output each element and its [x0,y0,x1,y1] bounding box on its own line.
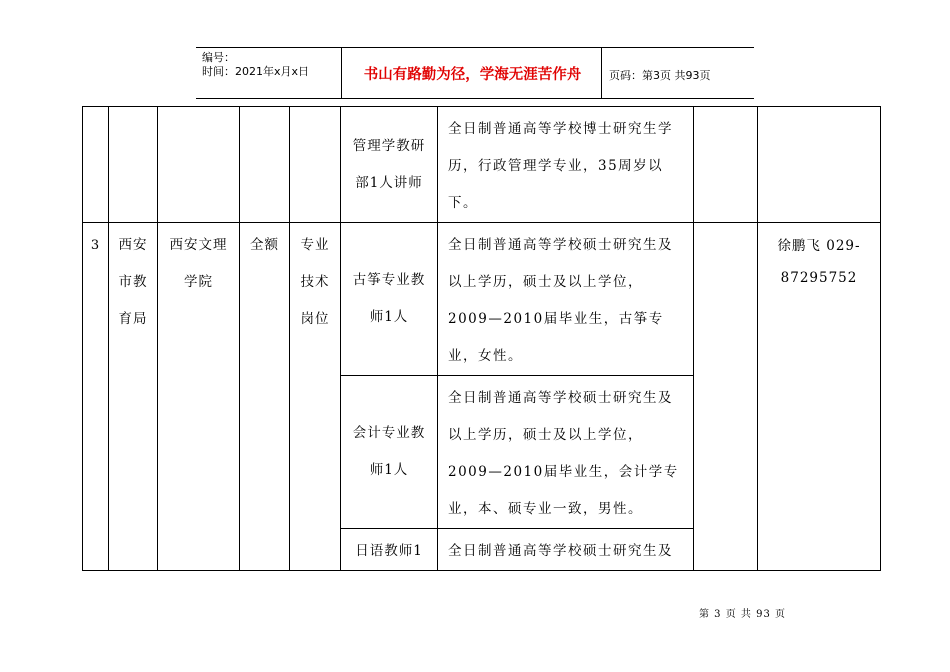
table-cell [158,107,240,223]
requirement-cell: 全日制普通高等学校硕士研究生及以上学历，硕士及以上学位，2009—2010届毕业生，会计学专业，本、硕专业一致，男性。 [438,376,694,529]
requirement-cell: 全日制普通高等学校硕士研究生及 [438,529,694,571]
page-footer: 第 3 页 共 93 页 [699,609,786,620]
document-header [196,47,754,99]
requirement-cell: 全日制普通高等学校硕士研究生及以上学历，硕士及以上学位，2009—2010届毕业生，古筝专业，女性。 [438,223,694,376]
header-info [202,51,309,79]
header-motto: 书山有路勤为径，学海无涯苦作舟 [363,66,582,83]
header-page-number: 页码：第3页 共93页 [609,69,711,82]
table-cell [109,107,158,223]
table-cell [694,107,758,223]
time-label: 时间：2021年x月x日 [202,65,310,78]
position-cell: 会计专业教师1人 [341,376,438,529]
position-cell: 管理学教研部1人讲师 [341,107,438,223]
contact-cell: 徐鹏飞 029-87295752 [758,223,881,571]
table-row [83,107,881,223]
table-cell [83,107,109,223]
position-cell: 日语教师1 [341,529,438,571]
post-type-cell: 专业技术岗位 [290,223,341,571]
table-cell [240,107,290,223]
funding-cell: 全额 [240,223,290,571]
position-cell: 古筝专业教师1人 [341,223,438,376]
table-cell [758,107,881,223]
serial-label: 编号： [202,51,235,64]
table-cell [290,107,341,223]
requirement-cell: 全日制普通高等学校博士研究生学历，行政管理学专业，35周岁以下。 [438,107,694,223]
index-cell: 3 [83,223,109,571]
table-cell [694,223,758,571]
recruitment-table [82,106,881,571]
department-cell: 西安市教育局 [109,223,158,571]
table-row [83,223,881,376]
header-divider [601,48,602,98]
header-divider [341,48,342,98]
unit-cell: 西安文理学院 [158,223,240,571]
